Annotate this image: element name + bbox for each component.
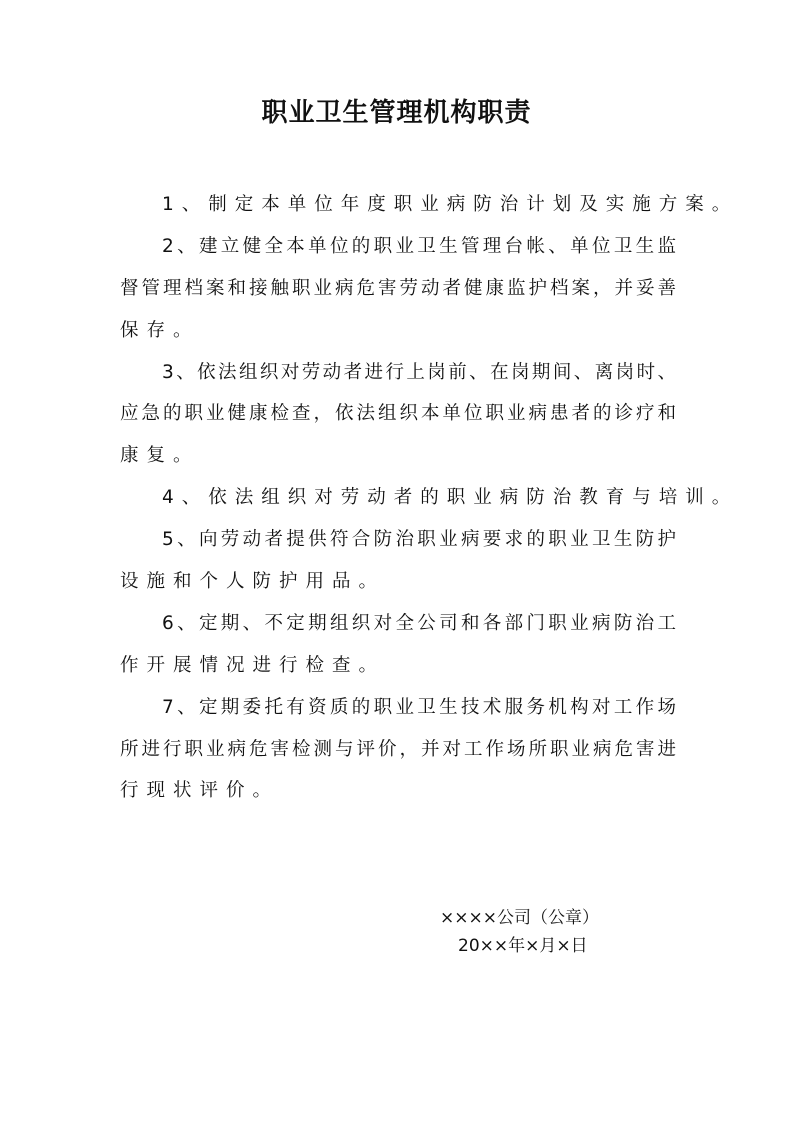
paragraph-line: 行现状评价。 [120, 780, 280, 802]
paragraph-4 [120, 483, 739, 525]
paragraph-5 [120, 525, 676, 609]
paragraph-6 [120, 609, 676, 693]
paragraph-line: 督管理档案和接触职业病危害劳动者健康监护档案，并妥善 [120, 277, 676, 299]
paragraph-line: 5、向劳动者提供符合防治职业病要求的职业卫生防护 [162, 529, 676, 551]
paragraph-1 [120, 190, 739, 232]
paragraph-7 [120, 693, 676, 819]
paragraph-line: 1、制定本单位年度职业病防治计划及实施方案。 [162, 194, 739, 215]
document-title: 职业卫生管理机构职责 [261, 98, 532, 128]
paragraph-line: 康复。 [120, 445, 200, 467]
document-body [120, 190, 739, 818]
paragraph-line: 设施和个人防护用品。 [120, 571, 386, 593]
paragraph-line: 作开展情况进行检查。 [120, 654, 386, 676]
paragraph-2 [120, 232, 676, 358]
paragraph-line: 3、依法组织对劳动者进行上岗前、在岗期间、离岗时、 [162, 361, 676, 383]
paragraph-line: 2、建立健全本单位的职业卫生管理台帐、单位卫生监 [162, 235, 676, 257]
paragraph-line: 7、定期委托有资质的职业卫生技术服务机构对工作场 [162, 696, 676, 718]
signature-date: 20××年×月×日 [458, 936, 588, 956]
signature-company: ××××公司（公章） [440, 908, 599, 928]
paragraph-line: 应急的职业健康检查，依法组织本单位职业病患者的诊疗和 [120, 403, 676, 425]
paragraph-line: 6、定期、不定期组织对全公司和各部门职业病防治工 [162, 612, 676, 634]
paragraph-line: 保存。 [120, 319, 200, 341]
paragraph-3 [120, 358, 676, 484]
paragraph-line: 4、依法组织对劳动者的职业病防治教育与培训。 [162, 487, 739, 509]
paragraph-line: 所进行职业病危害检测与评价，并对工作场所职业病危害进 [120, 738, 676, 760]
